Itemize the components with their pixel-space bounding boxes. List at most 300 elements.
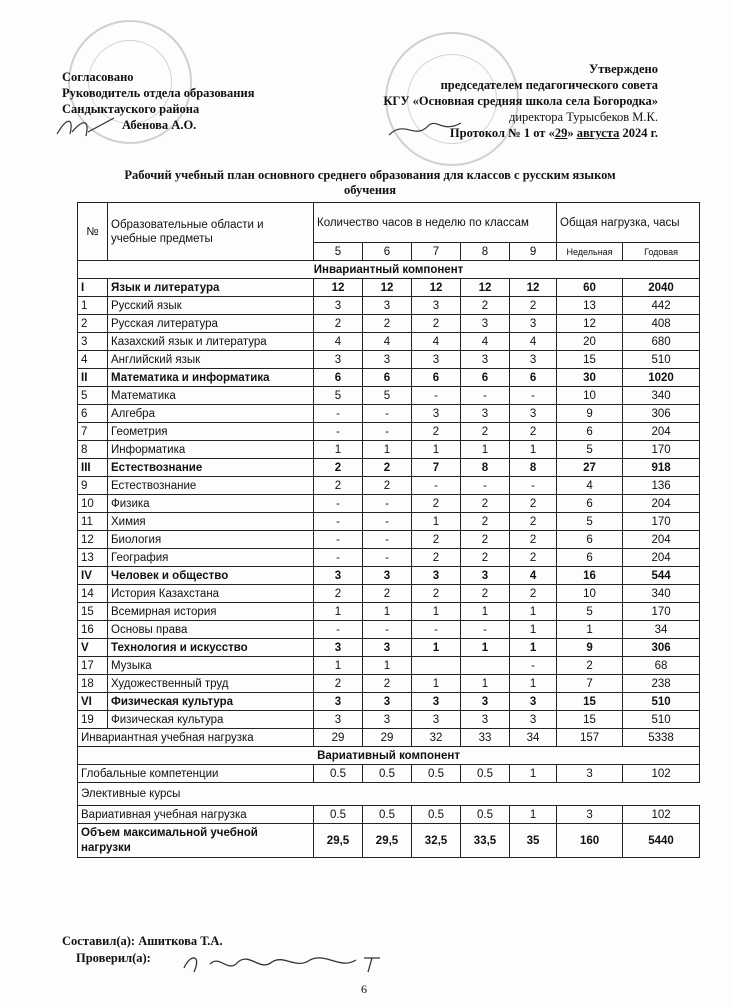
yearly-total: 918 [623,459,700,477]
grade-hours: 3 [314,297,363,315]
row-number: II [78,369,108,387]
row-number: 8 [78,441,108,459]
weekly-total: 7 [557,675,623,693]
grade-hours: 2 [461,297,510,315]
grade-hours: 1 [461,441,510,459]
grade-hours: 3 [461,567,510,585]
grade-hours: 2 [412,585,461,603]
approved-council: председателем педагогического совета [440,78,658,92]
row-number: 15 [78,603,108,621]
grade-hours: 4 [412,333,461,351]
grade-hours: 2 [510,531,557,549]
row-subject: Физическая культура [108,693,314,711]
row-number: 1 [78,297,108,315]
grade-hours: 2 [461,549,510,567]
weekly-total: 1 [557,621,623,639]
yearly-total: 204 [623,423,700,441]
right-signature [385,115,465,145]
grade-hours: 1 [314,657,363,675]
grade-hours: 1 [412,675,461,693]
grade-hours: 3 [510,351,557,369]
grade-hours: 0.5 [412,765,461,783]
grade-hours: 35 [510,824,557,858]
row-number: 6 [78,405,108,423]
grade-hours: 1 [510,441,557,459]
invariant-total-row [78,729,700,747]
weekly-total: 4 [557,477,623,495]
subject-row [78,603,700,621]
subject-row [78,297,700,315]
section-row [78,459,700,477]
row-number: IV [78,567,108,585]
weekly-total: 5 [557,441,623,459]
row-number: 13 [78,549,108,567]
row-subject: Алгебра [108,405,314,423]
grade-hours: 2 [363,459,412,477]
row-number: 5 [78,387,108,405]
elective-label: Элективные курсы [78,783,700,806]
grade-hours: 3 [461,693,510,711]
row-subject: Физика [108,495,314,513]
grade-hours: 3 [412,351,461,369]
grade-hours: 2 [363,477,412,495]
row-subject: Инвариантная учебная нагрузка [78,729,314,747]
grade-hours: - [461,477,510,495]
grade-hours: 2 [314,477,363,495]
grade-hours: 2 [314,675,363,693]
grade-hours: 2 [510,585,557,603]
grade-hours: 2 [314,459,363,477]
grade-hours: 3 [314,351,363,369]
subject-row [78,423,700,441]
grade-hours: 3 [461,405,510,423]
grade-hours: 2 [461,495,510,513]
weekly-total: 5 [557,513,623,531]
grade-hours: - [412,477,461,495]
grade-hours: 3 [314,567,363,585]
grade-hours: 0.5 [363,765,412,783]
subject-row [78,351,700,369]
grade-hours: - [314,621,363,639]
row-number: 10 [78,495,108,513]
grade-hours: 2 [412,315,461,333]
grade-hours: 12 [461,279,510,297]
row-number: 18 [78,675,108,693]
approved-school: КГУ «Основная средняя школа села Богородка» [383,94,658,108]
grade-hours: 1 [412,441,461,459]
max-load-row [78,824,700,858]
grade-hours: 4 [363,333,412,351]
yearly-total: 510 [623,693,700,711]
grade-hours: 8 [510,459,557,477]
grade-hours: 1 [461,639,510,657]
row-number: 16 [78,621,108,639]
header-grade: 6 [363,243,412,261]
grade-hours: - [412,387,461,405]
grade-hours: 2 [461,423,510,441]
row-number: 3 [78,333,108,351]
weekly-total: 60 [557,279,623,297]
global-competencies-row [78,765,700,783]
row-subject: Художественный труд [108,675,314,693]
grade-hours: - [363,549,412,567]
row-subject: Музыка [108,657,314,675]
yearly-total: 170 [623,441,700,459]
yearly-total: 408 [623,315,700,333]
yearly-total: 442 [623,297,700,315]
grade-hours: - [363,513,412,531]
weekly-total: 13 [557,297,623,315]
grade-hours: 4 [510,333,557,351]
grade-hours: 4 [314,333,363,351]
yearly-total: 510 [623,351,700,369]
yearly-total: 238 [623,675,700,693]
variative-total-row [78,806,700,824]
weekly-total: 2 [557,657,623,675]
grade-hours: 1 [314,441,363,459]
row-subject: История Казахстана [108,585,314,603]
row-number: III [78,459,108,477]
grade-hours: 12 [363,279,412,297]
curriculum-table [77,202,700,858]
weekly-total: 15 [557,711,623,729]
grade-hours: 2 [412,495,461,513]
grade-hours [461,657,510,675]
weekly-total: 30 [557,369,623,387]
grade-hours: 2 [461,585,510,603]
subject-row [78,531,700,549]
yearly-total: 340 [623,387,700,405]
grade-hours: 3 [363,639,412,657]
grade-hours: 7 [412,459,461,477]
grade-hours: 3 [461,711,510,729]
row-subject: Геометрия [108,423,314,441]
grade-hours: - [412,621,461,639]
composed-by: Составил(а): Ашиткова Т.А. [62,934,223,948]
grade-hours: 32,5 [412,824,461,858]
grade-hours: 1 [412,513,461,531]
row-subject: Всемирная история [108,603,314,621]
subject-row [78,477,700,495]
subject-row [78,495,700,513]
yearly-total: 170 [623,603,700,621]
yearly-total: 306 [623,639,700,657]
left-signature [52,112,122,142]
weekly-total: 6 [557,423,623,441]
header-yearly: Годовая [623,243,700,261]
weekly-total: 10 [557,387,623,405]
weekly-total: 3 [557,806,623,824]
grade-hours: 3 [314,693,363,711]
subject-row [78,333,700,351]
grade-hours: 1 [510,603,557,621]
grade-hours: 2 [510,549,557,567]
grade-hours [412,657,461,675]
grade-hours: 3 [510,711,557,729]
page-number: 6 [361,982,367,996]
grade-hours: 1 [314,603,363,621]
subject-row [78,513,700,531]
grade-hours: 0.5 [461,806,510,824]
row-subject: Английский язык [108,351,314,369]
row-subject: Физическая культура [108,711,314,729]
grade-hours: - [510,387,557,405]
grade-hours: 3 [510,315,557,333]
grade-hours: - [314,405,363,423]
grade-hours: 0.5 [363,806,412,824]
grade-hours: 1 [461,603,510,621]
yearly-total: 680 [623,333,700,351]
subject-row [78,585,700,603]
section-row [78,369,700,387]
agreed-person: Абенова А.О. [122,118,197,132]
approved-director: директора Турысбеков М.К. [509,110,658,124]
yearly-total: 306 [623,405,700,423]
row-subject: Информатика [108,441,314,459]
subject-row [78,675,700,693]
agreed-district: Сандыктауского района [62,102,200,116]
weekly-total: 20 [557,333,623,351]
grade-hours: 33 [461,729,510,747]
row-subject: Естествознание [108,477,314,495]
subject-row [78,621,700,639]
grade-hours: 32 [412,729,461,747]
row-subject: Русская литература [108,315,314,333]
weekly-total: 157 [557,729,623,747]
yearly-total: 102 [623,806,700,824]
grade-hours: 8 [461,459,510,477]
grade-hours: 1 [412,603,461,621]
subject-row [78,657,700,675]
grade-hours: 29 [363,729,412,747]
row-subject: Объем максимальной учебной нагрузки [78,824,314,858]
grade-hours: 3 [412,297,461,315]
grade-hours: 2 [461,513,510,531]
row-number: V [78,639,108,657]
yearly-total: 170 [623,513,700,531]
row-subject: Основы права [108,621,314,639]
grade-hours: 5 [363,387,412,405]
grade-hours: 4 [510,567,557,585]
weekly-total: 15 [557,351,623,369]
protocol-line: Протокол № 1 от «29» августа 2024 г. [449,126,658,140]
weekly-total: 16 [557,567,623,585]
row-number: 4 [78,351,108,369]
grade-hours: 1 [510,621,557,639]
grade-hours: 2 [510,495,557,513]
row-subject: Казахский язык и литература [108,333,314,351]
grade-hours: 2 [461,531,510,549]
yearly-total: 136 [623,477,700,495]
grade-hours: 0.5 [412,806,461,824]
weekly-total: 6 [557,495,623,513]
grade-hours: 2 [510,513,557,531]
row-number: 11 [78,513,108,531]
yearly-total: 204 [623,531,700,549]
grade-hours: 12 [314,279,363,297]
subject-row [78,441,700,459]
weekly-total: 10 [557,585,623,603]
variative-component-label: Вариативный компонент [78,747,700,765]
yearly-total: 1020 [623,369,700,387]
weekly-total: 5 [557,603,623,621]
row-number: 19 [78,711,108,729]
elective-row [78,783,700,806]
grade-hours: 2 [412,549,461,567]
weekly-total: 3 [557,765,623,783]
grade-hours: - [461,621,510,639]
grade-hours: 2 [412,423,461,441]
checked-by: Проверил(а): [76,951,151,965]
yearly-total: 510 [623,711,700,729]
grade-hours: 3 [510,405,557,423]
row-subject: Технология и искусство [108,639,314,657]
header-grade: 8 [461,243,510,261]
header-total: Общая нагрузка, часы [557,203,700,243]
grade-hours: - [363,405,412,423]
grade-hours: 29 [314,729,363,747]
grade-hours: - [461,387,510,405]
weekly-total: 6 [557,531,623,549]
grade-hours: 3 [461,351,510,369]
grade-hours: 3 [363,567,412,585]
grade-hours: 3 [363,693,412,711]
weekly-total: 9 [557,405,623,423]
grade-hours: 3 [412,405,461,423]
grade-hours: 2 [314,315,363,333]
grade-hours: 2 [510,297,557,315]
grade-hours: - [314,549,363,567]
yearly-total: 204 [623,549,700,567]
grade-hours: 2 [363,585,412,603]
grade-hours: 12 [412,279,461,297]
approved-label: Утверждено [589,62,658,76]
grade-hours: - [363,621,412,639]
row-subject: География [108,549,314,567]
grade-hours: - [363,531,412,549]
grade-hours: 29,5 [363,824,412,858]
grade-hours: - [363,495,412,513]
grade-hours: 2 [363,315,412,333]
subject-row [78,315,700,333]
row-number: 9 [78,477,108,495]
grade-hours: 2 [510,423,557,441]
grade-hours: 3 [363,351,412,369]
grade-hours: - [314,423,363,441]
weekly-total: 15 [557,693,623,711]
grade-hours: 29,5 [314,824,363,858]
section-row [78,567,700,585]
grade-hours: 3 [314,639,363,657]
grade-hours: 2 [363,675,412,693]
row-subject: Вариативная учебная нагрузка [78,806,314,824]
weekly-total: 27 [557,459,623,477]
grade-hours: - [510,657,557,675]
grade-hours: 3 [363,297,412,315]
yearly-total: 5440 [623,824,700,858]
yearly-total: 102 [623,765,700,783]
yearly-total: 340 [623,585,700,603]
yearly-total: 204 [623,495,700,513]
row-number: I [78,279,108,297]
header-grade: 9 [510,243,557,261]
row-subject: Глобальные компетенции [78,765,314,783]
agreed-label: Согласовано [62,70,134,84]
row-number: 12 [78,531,108,549]
grade-hours: 3 [314,711,363,729]
header-grade: 5 [314,243,363,261]
grade-hours: 3 [412,711,461,729]
section-row [78,639,700,657]
row-subject: Математика и информатика [108,369,314,387]
grade-hours: 0.5 [314,806,363,824]
grade-hours: 1 [510,765,557,783]
grade-hours: 6 [510,369,557,387]
grade-hours: - [314,531,363,549]
grade-hours: 1 [412,639,461,657]
grade-hours: - [314,513,363,531]
yearly-total: 68 [623,657,700,675]
grade-hours: 3 [510,693,557,711]
grade-hours: 1 [510,639,557,657]
grade-hours: 1 [363,603,412,621]
yearly-total: 2040 [623,279,700,297]
row-subject: Естествознание [108,459,314,477]
row-subject: Человек и общество [108,567,314,585]
grade-hours: 4 [461,333,510,351]
yearly-total: 544 [623,567,700,585]
row-number: 14 [78,585,108,603]
row-number: VI [78,693,108,711]
yearly-total: 34 [623,621,700,639]
grade-hours: 12 [510,279,557,297]
grade-hours: 1 [363,441,412,459]
subject-row [78,711,700,729]
agreed-position: Руководитель отдела образования [62,86,255,100]
grade-hours: 0.5 [314,765,363,783]
grade-hours: 1 [363,657,412,675]
header-subject: Образовательные области и учебные предметы [108,203,314,261]
grade-hours: - [314,495,363,513]
header-grade: 7 [412,243,461,261]
row-subject: Химия [108,513,314,531]
row-number: 2 [78,315,108,333]
grade-hours: 1 [510,806,557,824]
grade-hours: - [510,477,557,495]
checker-signature [180,950,400,980]
invariant-component-label: Инвариантный компонент [78,261,700,279]
weekly-total: 12 [557,315,623,333]
grade-hours: 2 [314,585,363,603]
row-number: 17 [78,657,108,675]
grade-hours: 3 [412,567,461,585]
subject-row [78,387,700,405]
row-subject: Биология [108,531,314,549]
header-weekly: Недельная [557,243,623,261]
row-number: 7 [78,423,108,441]
grade-hours: 1 [461,675,510,693]
header-num: № [78,203,108,261]
row-subject: Математика [108,387,314,405]
subject-row [78,405,700,423]
grade-hours: 2 [412,531,461,549]
yearly-total: 5338 [623,729,700,747]
grade-hours: 33,5 [461,824,510,858]
section-row [78,693,700,711]
weekly-total: 9 [557,639,623,657]
grade-hours: 1 [510,675,557,693]
grade-hours: 6 [314,369,363,387]
